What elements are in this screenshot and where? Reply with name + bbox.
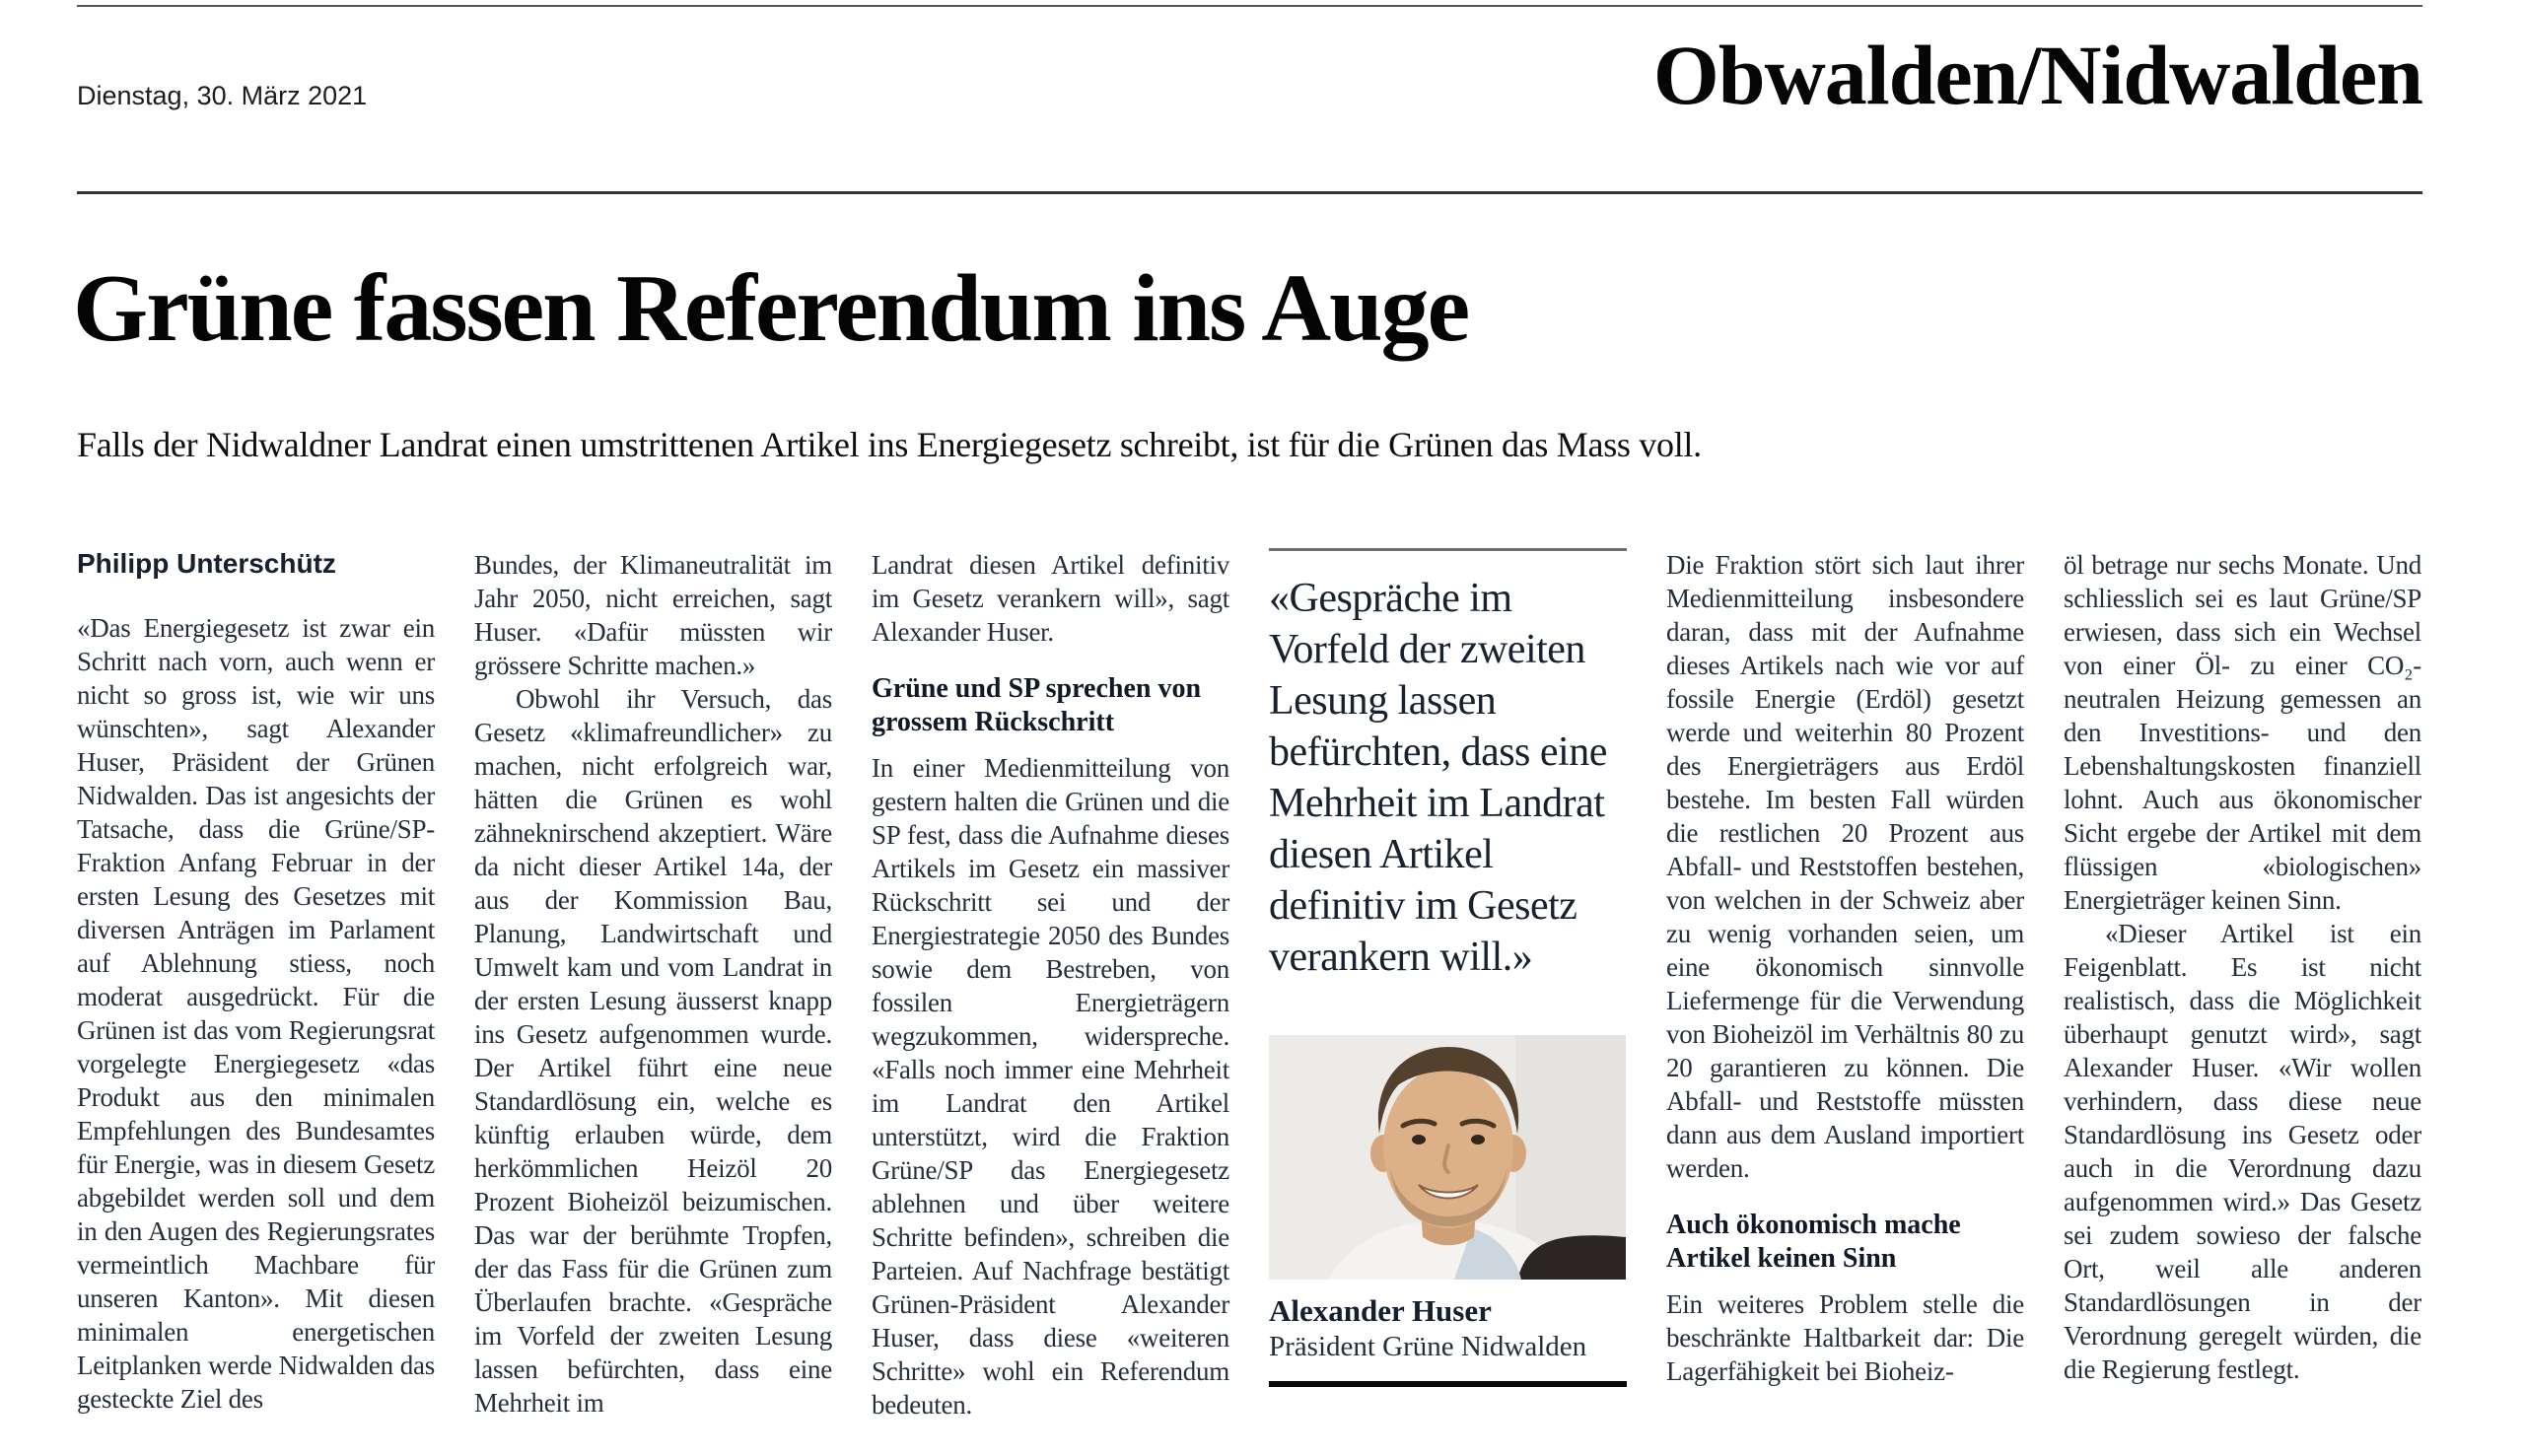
body-paragraph: «Dieser Artikel ist ein Feigenblatt. Es ist nicht realistisch, dass die Möglichkeit überhaupt genutzt wird», sagt Alexander Huser. «Wir wollen verhindern, dass diese neue Standardlösung ins Gesetz oder auch in die Verordnung dazu aufgenommen wird.» Das Gesetz sei zudem sowieso der falsche Ort, weil alle anderen Standardlösungen in der Verordnung geregelt würden, die die Regierung festlegt. [2064, 919, 2421, 1384]
issue-date: Dienstag, 30. März 2021 [77, 81, 368, 110]
text-column-5 [1666, 548, 2024, 1388]
article-headline: Grüne fassen Referendum ins Auge [73, 255, 1469, 362]
byline-author: Philipp Unterschütz [77, 548, 336, 579]
body-paragraph: «Das Energiegesetz ist zwar ein Schritt nach vorn, auch wenn er nicht so gross ist, wie wir uns wünschten», sagt Alexander Huser, Präsident der Grünen Nidwalden. Das ist angesichts der Tatsache, dass die Grüne/SP-Fraktion Anfang Februar in der ersten Lesung des Gesetzes mit diversen Anträgen im Parlament auf Ablehnung stiess, noch moderat ausgedrückt. Für die Grünen ist das vom Regierungsrat vorgelegte Energiegesetz «das Produkt aus den minimalen Empfehlungen des Bundesamtes für Energie, was in diesem Gesetz abgebildet werden soll und dem in den Augen des Regierungsrates vermeintlich Machbare für unseren Kanton». Mit diesen minimalen energetischen Leitplanken werde Nidwalden das gesteckte Ziel des [77, 613, 435, 1414]
body-paragraph: Bundes, der Klimaneutralität im Jahr 2050, nicht erreichen, sagt Huser. «Dafür müssten wir grössere Schritte machen.» [474, 550, 832, 680]
pullquote-line: diesen Artikel [1269, 832, 1494, 877]
body-paragraph: Obwohl ihr Versuch, das Gesetz «klimafreundlicher» zu machen, nicht erfolgreich war, hätten die Grünen es wohl zähneknirschend akzeptiert. Wäre da nicht dieser Artikel 14a, der aus der Kommission Bau, Planung, Landwirtschaft und Umwelt kam und vom Landrat in der ersten Lesung äusserst knapp ins Gesetz aufgenommen wurde. Der Artikel führt eine neue Standardlösung ein, welche es künftig erlauben würde, dem herkömmlichen Heizöl 20 Prozent Bioheizöl beizumischen. Das war der berühmte Tropfen, der das Fass für die Grünen zum Überlaufen brachte. «Gespräche im Vorfeld der zweiten Lesung lassen befürchten, dass eine Mehrheit im [474, 684, 832, 1418]
body-paragraph: öl betrage nur sechs Monate. Und schliesslich sei es laut Grüne/SP erwiesen, dass sich ein Wechsel von einer Öl- zu einer CO₂-neutralen Heizung gemessen an den Investitions- und den Lebenshaltungskosten finanziell lohnt. Auch aus ökonomischer Sicht ergebe der Artikel mit dem flüssigen «biologischen» Energieträger keinen Sinn. [2064, 550, 2421, 915]
text-column-6 [2064, 548, 2421, 1386]
pullquote-line: Lesung lassen [1269, 678, 1497, 724]
body-paragraph: Ein weiteres Problem stelle die beschränkte Haltbarkeit dar: Die Lagerfähigkeit bei Bioheiz- [1666, 1289, 2024, 1386]
section-subhead: Auch ökonomisch mache Artikel keinen Sinn [1666, 1210, 1961, 1274]
body-paragraph: Die Fraktion stört sich laut ihrer Medienmitteilung insbesondere daran, dass mit der Aufnahme dieses Artikels nach wie vor auf fossile Energie (Erdöl) gesetzt werde und weiterhin 80 Prozent des Energieträgers aus Erdöl bestehe. Im besten Fall würden die restlichen 20 Prozent aus Abfall- und Reststoffen bestehen, von welchen in der Schweiz aber zu wenig vorhanden seien, um eine ökonomisch sinnvolle Liefermenge für die Verwendung von Bioheizöl im Verhältnis 80 zu 20 garantieren zu können. Die Abfall- und Reststoffe müssten dann aus dem Ausland importiert werden. [1666, 550, 2024, 1183]
body-paragraph: Landrat diesen Artikel definitiv im Gesetz verankern will», sagt Alexander Huser. [872, 550, 1229, 647]
section-title: Obwalden/Nidwalden [1652, 28, 2422, 122]
masthead-rule [77, 191, 2422, 194]
text-column-1 [77, 548, 435, 1416]
pullquote-line: Vorfeld der zweiten [1269, 627, 1585, 672]
caption-bottom-rule [1269, 1381, 1627, 1387]
photo-caption-role: Präsident Grüne Nidwalden [1269, 1331, 1587, 1362]
text-column-3 [872, 548, 1229, 1421]
top-edge-rule [77, 5, 2422, 7]
pullquote-line: befürchten, dass eine [1269, 729, 1607, 775]
pullquote-block [1269, 548, 1627, 1387]
pullquote-top-rule [1269, 548, 1627, 551]
photo-caption-name: Alexander Huser [1269, 1293, 1492, 1328]
article-lead: Falls der Nidwaldner Landrat einen umstrittenen Artikel ins Energiegesetz schreibt, ist für die Grünen das Mass voll. [77, 425, 1702, 464]
section-subhead: Grüne und SP sprechen von grossem Rückschritt [872, 673, 1202, 737]
pullquote-line: Mehrheit im Landrat [1269, 781, 1605, 826]
pullquote-line: verankern will.» [1269, 935, 1533, 980]
body-paragraph: In einer Medienmitteilung von gestern halten die Grünen und die SP fest, dass die Aufnahme dieses Artikels im Gesetz ein massiver Rückschritt sei und der Energiestrategie 2050 des Bundes sowie dem Bestreben, von fossilen Energieträgern wegzukommen, widerspreche. «Falls noch immer eine Mehrheit im Landrat den Artikel unterstützt, wird die Fraktion Grüne/SP das Energiegesetz ablehnen und über weitere Schritte befinden», schreiben die Parteien. Auf Nachfrage bestätigt Grünen-Präsident Alexander Huser, dass diese «weiteren Schritte» wohl ein Referendum bedeuten. [872, 753, 1229, 1420]
portrait-photo [1269, 1035, 1626, 1280]
pullquote-line: definitiv im Gesetz [1269, 883, 1578, 929]
text-column-2 [474, 548, 832, 1420]
pullquote-line: «Gespräche im [1269, 576, 1512, 621]
